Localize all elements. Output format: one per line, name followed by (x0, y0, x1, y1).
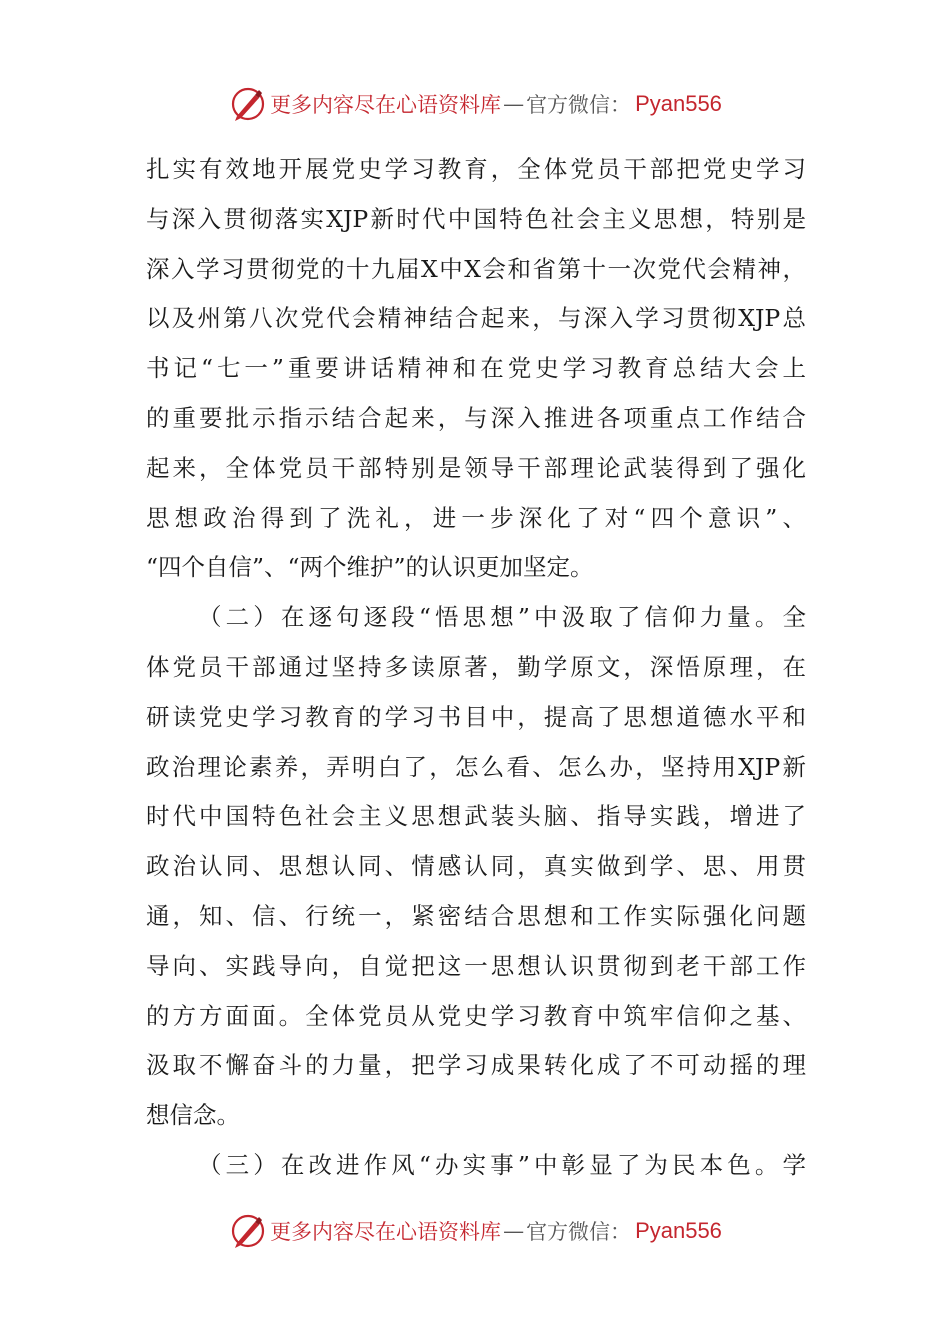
body-line: 政治认同、思想认同、情感认同，真实做到学、思、用贯 (146, 852, 806, 881)
footer-brand-text: 更多内容尽在心语资料库 (270, 1220, 502, 1244)
body-line: 导向、实践导向，自觉把这一思想认识贯彻到老干部工作 (146, 951, 806, 980)
body-line: “四个自信”、“两个维护”的认识更加坚定。 (146, 553, 594, 582)
document-body (146, 145, 806, 1191)
footer-wechat-id: Pyan556 (635, 1218, 722, 1243)
body-line: 体党员干部通过坚持多读原著，勤学原文，深悟原理，在 (146, 652, 806, 681)
pen-logo-icon (228, 1211, 268, 1251)
pen-logo-icon (228, 84, 268, 124)
body-line: 以及州第八次党代会精神结合起来，与深入学习贯彻XJP总 (146, 304, 806, 333)
footer-dash: — (503, 1219, 525, 1243)
body-line: 深入学习贯彻党的十九届X中X会和省第十一次党代会精神， (146, 254, 806, 283)
header-dash: — (503, 92, 525, 116)
body-line: 通，知、信、行统一，紧密结合思想和工作实际强化问题 (146, 901, 806, 930)
section-heading-2: （二）在逐句逐段“悟思想”中汲取了信仰力量。全 (198, 603, 806, 632)
body-line: 想信念。 (146, 1101, 240, 1130)
body-line: 扎实有效地开展党史学习教育，全体党员干部把党史学习 (146, 155, 806, 183)
header-brand-text: 更多内容尽在心语资料库 (270, 93, 502, 117)
header-wechat-id: Pyan556 (635, 91, 722, 116)
body-line: 政治理论素养，弄明白了，怎么看、怎么办，坚持用XJP新 (146, 752, 806, 781)
footer-banner (0, 1209, 950, 1253)
header-official-label: 官方微信： (526, 93, 632, 117)
body-line: 思想政治得到了洗礼，进一步深化了对“四个意识”、 (146, 503, 806, 532)
body-line: 研读党史学习教育的学习书目中，提高了思想道德水平和 (146, 702, 806, 731)
body-line: 与深入贯彻落实XJP新时代中国特色社会主义思想，特别是 (146, 204, 806, 233)
header-banner (0, 82, 950, 126)
body-line: 书记“七一”重要讲话精神和在党史学习教育总结大会上 (146, 354, 806, 383)
body-line: 的方方面面。全体党员从党史学习教育中筑牢信仰之基、 (146, 1001, 806, 1030)
body-line: 汲取不懈奋斗的力量，把学习成果转化成了不可动摇的理 (146, 1051, 806, 1080)
body-line: 的重要批示指示结合起来，与深入推进各项重点工作结合 (146, 403, 806, 432)
body-line: 时代中国特色社会主义思想武装头脑、指导实践，增进了 (146, 802, 806, 831)
body-line: 起来，全体党员干部特别是领导干部理论武装得到了强化 (146, 453, 806, 482)
section-heading-3: （三）在改进作风“办实事”中彰显了为民本色。学 (198, 1150, 806, 1179)
footer-official-label: 官方微信： (526, 1220, 632, 1244)
